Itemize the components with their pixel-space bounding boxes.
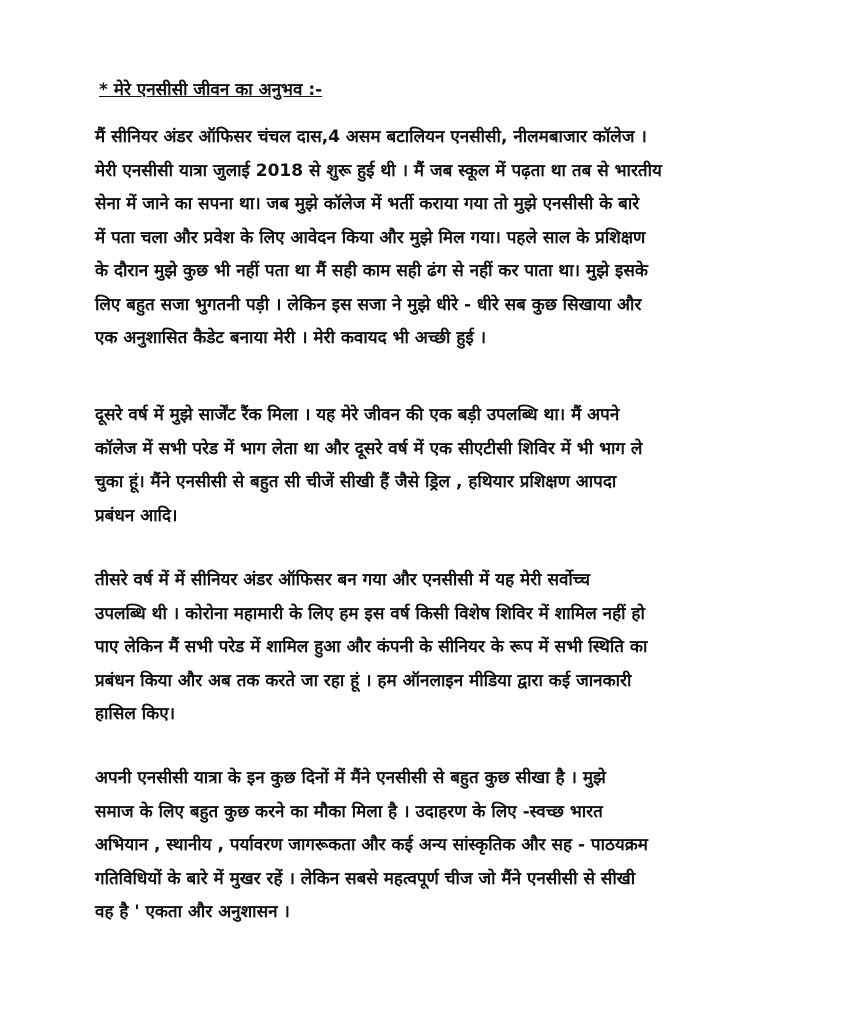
paragraph-line: अपनी एनसीसी यात्रा के इन कुछ दिनों में मैंने एनसीसी से बहुत कुछ सीखा है । मुझे [95, 768, 606, 788]
paragraph-line: पाए लेकिन मैं सभी परेड में शामिल हुआ और कंपनी के सीनियर के रूप में सभी स्थिति का [95, 637, 648, 657]
paragraph-line: प्रबंधन किया और अब तक करते जा रहा हूं । हम ऑनलाइन मीडिया द्वारा कई जानकारी [95, 670, 632, 691]
paragraph-3 [95, 564, 795, 732]
paragraph-2 [95, 399, 795, 533]
paragraph-line: हासिल किए। [95, 704, 176, 724]
paragraph-line: वह है ' एकता और अनुशासन । [95, 902, 290, 922]
paragraph-line: मेरी एनसीसी यात्रा जुलाई 2018 से शुरू हुई थी । मैं जब स्कूल में पढ़ता था तब से भारतीय [95, 160, 662, 181]
paragraph-line: मैं सीनियर अंडर ऑफिसर चंचल दास,4 असम बटालियन एनसीसी, नीलमबाजार कॉलेज । [95, 127, 647, 147]
paragraph-4 [95, 762, 795, 930]
paragraph-line: में पता चला और प्रवेश के लिए आवेदन किया और मुझे मिल गया। पहले साल के प्रशिक्षण [95, 227, 646, 248]
paragraph-line: प्रबंधन आदि। [95, 505, 178, 526]
paragraph-line: के दौरान मुझे कुछ भी नहीं पता था मैं सही काम सही ढंग से नहीं कर पाता था। मुझे इसके [95, 261, 648, 281]
paragraph-line: दूसरे वर्ष में मुझे सार्जेंट रैंक मिला । यह मेरे जीवन की एक बड़ी उपलब्धि था। मैं अपने [95, 405, 620, 425]
paragraph-line: समाज के लिए बहुत कुछ करने का मौका मिला है । उदाहरण के लिए -स्वच्छ भारत [95, 801, 603, 822]
paragraph-line: गतिविधियों के बारे में मुखर रहें । लेकिन सबसे महत्वपूर्ण चीज जो मैंने एनसीसी से सीखी [95, 868, 636, 889]
paragraph-line: तीसरे वर्ष में में सीनियर अंडर ऑफिसर बन गया और एनसीसी में यह मेरी सर्वोच्च [95, 570, 591, 590]
paragraph-line: अभियान , स्थानीय , पर्यावरण जागरूकता और कई अन्य सांस्कृतिक और सह - पाठयक्रम [95, 835, 648, 855]
paragraph-line: लिए बहुत सजा भुगतनी पड़ी । लेकिन इस सजा ने मुझे धीरे - धीरे सब कुछ सिखाया और [95, 294, 642, 315]
paragraph-line: सेना में जाने का सपना था। जब मुझे कॉलेज में भर्ती कराया गया तो मुझे एनसीसी के बारे [95, 194, 640, 214]
paragraph-line: चुका हूं। मैंने एनसीसी से बहुत सी चीजें सीखी हैं जैसे ड्रिल , हथियार प्रशिक्षण आपदा [95, 472, 617, 492]
paragraph-1 [95, 121, 795, 356]
document-heading: * मेरे एनसीसी जीवन का अनुभव :- [99, 80, 323, 100]
paragraph-line: उपलब्धि थी । कोरोना महामारी के लिए हम इस वर्ष किसी विशेष शिविर में शामिल नहीं हो [95, 603, 645, 624]
paragraph-line: कॉलेज में सभी परेड में भाग लेता था और दूसरे वर्ष में एक सीएटीसी शिविर में भी भाग ले [95, 438, 643, 459]
paragraph-line: एक अनुशासित कैडेट बनाया मेरी । मेरी कवायद भी अच्छी हुई । [95, 328, 487, 348]
